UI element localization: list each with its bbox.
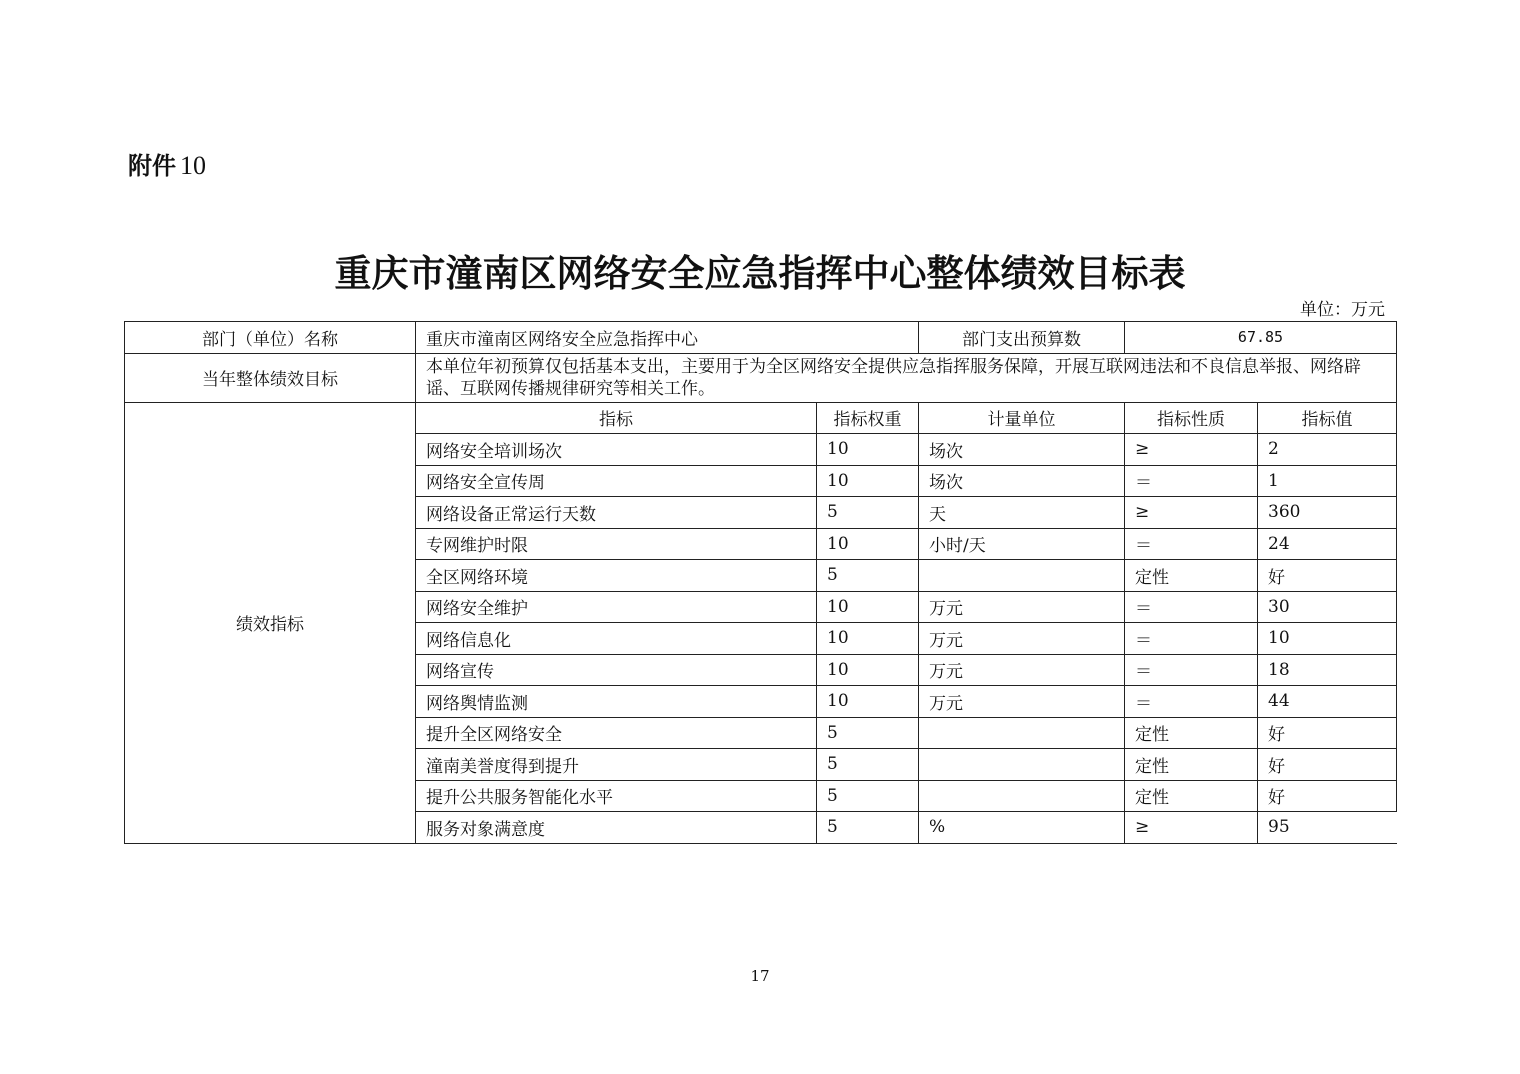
attachment-label xyxy=(128,146,206,181)
indicator-name: 网络舆情监测 xyxy=(416,686,817,718)
indicator-nature: 定性 xyxy=(1125,749,1258,781)
indicator-value: 44 xyxy=(1258,686,1397,718)
indicator-unit xyxy=(919,780,1125,812)
indicator-nature: 定性 xyxy=(1125,560,1258,592)
indicator-value: 360 xyxy=(1258,497,1397,529)
indicator-unit: 万元 xyxy=(919,623,1125,655)
indicator-unit: % xyxy=(919,812,1125,844)
indicator-value: 2 xyxy=(1258,434,1397,466)
indicator-value: 18 xyxy=(1258,654,1397,686)
goal-label: 当年整体绩效目标 xyxy=(125,353,416,402)
indicator-value: 24 xyxy=(1258,528,1397,560)
indicator-weight: 10 xyxy=(817,654,919,686)
indicator-name: 提升公共服务智能化水平 xyxy=(416,780,817,812)
indicator-unit: 天 xyxy=(919,497,1125,529)
indicator-name: 网络安全培训场次 xyxy=(416,434,817,466)
indicator-name: 网络设备正常运行天数 xyxy=(416,497,817,529)
indicator-value: 好 xyxy=(1258,749,1397,781)
indicator-header-row xyxy=(125,402,1397,434)
performance-table xyxy=(124,321,1397,844)
indicator-nature: ≥ xyxy=(1125,497,1258,529)
indicator-unit xyxy=(919,749,1125,781)
indicator-nature: ＝ xyxy=(1125,528,1258,560)
indicator-name: 潼南美誉度得到提升 xyxy=(416,749,817,781)
dept-row xyxy=(125,322,1397,354)
indicator-unit: 小时/天 xyxy=(919,528,1125,560)
budget-value: 67.85 xyxy=(1125,322,1397,354)
indicator-value: 好 xyxy=(1258,780,1397,812)
indicator-nature: 定性 xyxy=(1125,717,1258,749)
dept-label: 部门（单位）名称 xyxy=(125,322,416,354)
header-indicator: 指标 xyxy=(416,402,817,434)
indicator-nature: ＝ xyxy=(1125,686,1258,718)
header-value: 指标值 xyxy=(1258,402,1397,434)
indicator-name: 网络信息化 xyxy=(416,623,817,655)
indicator-value: 95 xyxy=(1258,812,1397,844)
indicator-value: 10 xyxy=(1258,623,1397,655)
header-unit: 计量单位 xyxy=(919,402,1125,434)
indicator-weight: 10 xyxy=(817,686,919,718)
goal-text: 本单位年初预算仅包括基本支出，主要用于为全区网络安全提供应急指挥服务保障，开展互联网违法和不良信息举报、网络辟谣、互联网传播规律研究等相关工作。 xyxy=(416,353,1397,402)
indicator-weight: 5 xyxy=(817,560,919,592)
header-weight: 指标权重 xyxy=(817,402,919,434)
indicator-unit: 场次 xyxy=(919,465,1125,497)
indicator-weight: 5 xyxy=(817,812,919,844)
indicator-value: 1 xyxy=(1258,465,1397,497)
indicator-value: 好 xyxy=(1258,560,1397,592)
goal-row xyxy=(125,353,1397,402)
attachment-label-text: 附件 xyxy=(128,152,176,180)
indicator-name: 专网维护时限 xyxy=(416,528,817,560)
indicator-weight: 5 xyxy=(817,780,919,812)
attachment-number: 10 xyxy=(180,151,206,180)
indicator-weight: 10 xyxy=(817,528,919,560)
indicator-weight: 5 xyxy=(817,717,919,749)
indicator-weight: 5 xyxy=(817,749,919,781)
indicator-unit: 场次 xyxy=(919,434,1125,466)
indicator-weight: 10 xyxy=(817,434,919,466)
indicator-name: 网络宣传 xyxy=(416,654,817,686)
indicator-unit: 万元 xyxy=(919,591,1125,623)
indicator-value: 30 xyxy=(1258,591,1397,623)
indicator-weight: 5 xyxy=(817,497,919,529)
indicator-nature: ≥ xyxy=(1125,434,1258,466)
indicator-unit: 万元 xyxy=(919,654,1125,686)
dept-value: 重庆市潼南区网络安全应急指挥中心 xyxy=(416,322,919,354)
header-nature: 指标性质 xyxy=(1125,402,1258,434)
indicator-name: 提升全区网络安全 xyxy=(416,717,817,749)
page-title: 重庆市潼南区网络安全应急指挥中心整体绩效目标表 xyxy=(334,252,1186,295)
indicator-weight: 10 xyxy=(817,465,919,497)
indicator-unit xyxy=(919,560,1125,592)
indicator-name: 网络安全宣传周 xyxy=(416,465,817,497)
section-label: 绩效指标 xyxy=(125,402,416,843)
indicator-unit xyxy=(919,717,1125,749)
indicator-nature: 定性 xyxy=(1125,780,1258,812)
indicator-nature: ＝ xyxy=(1125,623,1258,655)
page-number: 17 xyxy=(750,967,770,985)
indicator-nature: ＝ xyxy=(1125,465,1258,497)
indicator-value: 好 xyxy=(1258,717,1397,749)
unit-note: 单位：万元 xyxy=(1300,300,1385,320)
indicator-name: 全区网络环境 xyxy=(416,560,817,592)
indicator-weight: 10 xyxy=(817,591,919,623)
indicator-name: 服务对象满意度 xyxy=(416,812,817,844)
indicator-name: 网络安全维护 xyxy=(416,591,817,623)
budget-label: 部门支出预算数 xyxy=(919,322,1125,354)
indicator-nature: ≥ xyxy=(1125,812,1258,844)
indicator-nature: ＝ xyxy=(1125,654,1258,686)
indicator-weight: 10 xyxy=(817,623,919,655)
indicator-nature: ＝ xyxy=(1125,591,1258,623)
indicator-unit: 万元 xyxy=(919,686,1125,718)
